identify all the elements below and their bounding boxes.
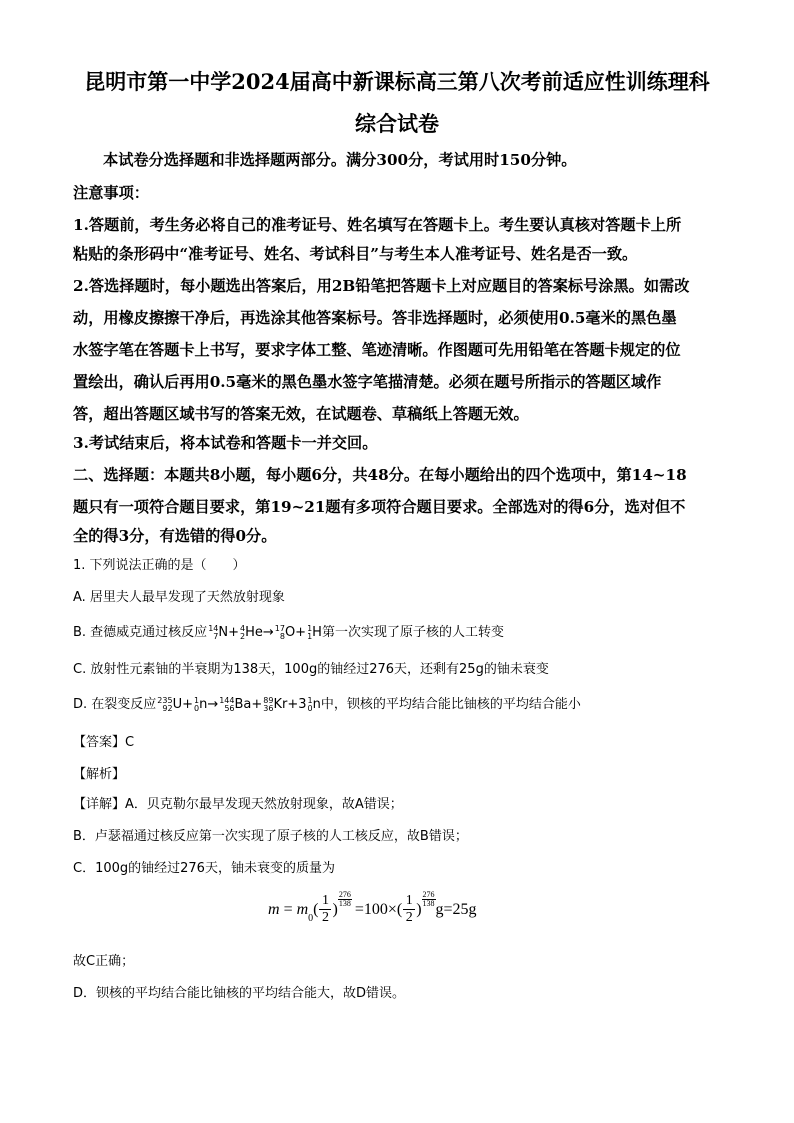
exam-title-line2: 综合试卷 (355, 111, 439, 136)
nuclide-index: 1 0 (193, 695, 200, 713)
detail-line: 【详解】A．贝克勒尔最早发现天然放射现象，故A错误； (73, 797, 403, 812)
question-stem: 1. 下列说法正确的是（ ） (73, 558, 246, 573)
nuclide-symbol: U+ (172, 697, 193, 712)
nuclide-symbol: N+ (218, 625, 239, 640)
exam-title-line1: 昆明市第一中学2024届高中新课标高三第八次考前适应性训练理科 (84, 69, 710, 94)
nuclide-symbol: Kr+3 (273, 697, 307, 712)
detail-line: C．100g的铀经过276天，铀未衰变的质量为 (73, 861, 335, 876)
section-line: 题只有一项符合题目要求，第19~21题有多项符合题目要求。全部选对的得6分，选对但不 (73, 498, 686, 516)
eq-exponent: 276 138 (422, 890, 435, 908)
eq-equals: = (283, 900, 293, 918)
notes-line: 水签字笔在答题卡上书写，要求字体工整、笔迹清晰。作图题可先用铅笔在答题卡规定的位 (73, 341, 681, 359)
notes-line: 1.答题前，考生务必将自己的准考证号、姓名填写在答题卡上。考生要认真核对答题卡上所 (73, 216, 682, 234)
notes-heading: 注意事项： (73, 184, 149, 202)
nuclide-index: 17 8 (274, 623, 285, 641)
option-b-suffix: 第一次实现了原子核的人工转变 (321, 625, 504, 640)
eq-rhs: =100×( (354, 900, 403, 918)
notes-line: 答，超出答题区域书写的答案无效，在试题卷、草稿纸上答题无效。 (73, 405, 529, 423)
nuclide-index: 144 56 (219, 695, 235, 713)
eq-paren: ( (313, 900, 319, 918)
eq-fraction: $\frac{1}{2}$ (319, 893, 331, 926)
eq-m0: m (296, 900, 309, 918)
nuclide-symbol: n→ (199, 697, 219, 712)
nuclide-index: 4 2 (240, 623, 246, 641)
answer-label: 【答案】C (73, 735, 135, 750)
nuclide-index: 89 36 (263, 695, 274, 713)
eq-m0-sub: 0 (308, 913, 314, 924)
section-line: 全的得3分，有选错的得0分。 (73, 527, 277, 545)
option-d-suffix: 中，钡核的平均结合能比铀核的平均结合能小 (320, 697, 581, 712)
detail-line: B．卢瑟福通过核反应第一次实现了原子核的人工核反应，故B错误； (73, 829, 468, 844)
nuclide-symbol: Ba+ (234, 697, 263, 712)
option-a: A. 居里夫人最早发现了天然放射现象 (73, 590, 285, 605)
nuclide-index: 1 0 (307, 695, 313, 713)
nuclide-symbol: n (312, 697, 321, 712)
detail-after: D．钡核的平均结合能比铀核的平均结合能大，故D错误。 (73, 986, 406, 1001)
notes-line: 动，用橡皮擦擦干净后，再选涂其他答案标号。答非选择题时，必须使用0.5毫米的黑色墨 (73, 309, 677, 327)
option-d-prefix: D. 在裂变反应 (73, 697, 157, 712)
nuclide-symbol: O+ (284, 625, 307, 640)
eq-m: m (268, 900, 280, 918)
option-b (73, 624, 504, 642)
detail-after: 故C正确； (73, 954, 135, 969)
eq-paren: ) (332, 900, 338, 918)
eq-result: g=25g (435, 900, 477, 918)
decay-equation (268, 890, 477, 926)
notes-line: 3.考试结束后，将本试卷和答题卡一并交回。 (73, 434, 378, 452)
eq-fraction: $\frac{1}{2}$ (403, 893, 415, 926)
option-b-prefix: B. 查德威克通过核反应 (73, 625, 208, 640)
eq-paren: ) (416, 900, 422, 918)
section-line: 二、选择题：本题共8小题，每小题6分，共48分。在每小题给出的四个选项中，第14~18 (73, 466, 687, 484)
eq-exponent: 276 138 (338, 890, 351, 908)
notes-line: 2.答选择题时，每小题选出答案后，用2B铅笔把答题卡上对应题目的答案标号涂黑。如需改 (73, 277, 690, 295)
exam-intro: 本试卷分选择题和非选择题两部分。满分300分，考试用时150分钟。 (103, 151, 577, 169)
nuclide-index: 235 92 (157, 695, 173, 713)
nuclide-symbol: He→ (245, 625, 274, 640)
notes-line: 粘贴的条形码中“准考证号、姓名、考试科目”与考生本人准考证号、姓名是否一致。 (73, 245, 638, 263)
nuclide-index: 1 1 (307, 623, 313, 641)
analysis-label: 【解析】 (73, 767, 126, 782)
option-d (73, 696, 581, 714)
option-c: C. 放射性元素铀的半衰期为138天，100g的铀经过276天，还剩有25g的铀未衰变 (73, 662, 549, 677)
nuclide-index: 14 7 (208, 623, 219, 641)
nuclide-symbol: H (312, 625, 322, 640)
notes-line: 置绘出，确认后再用0.5毫米的黑色墨水签字笔描清楚。必须在题号所指示的答题区域作 (73, 373, 662, 391)
